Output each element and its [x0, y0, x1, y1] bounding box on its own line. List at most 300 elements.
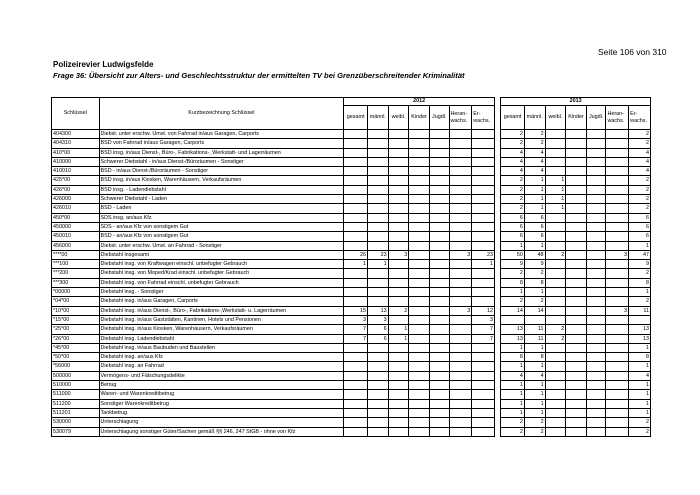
cell-2012 — [368, 185, 389, 194]
cell-2012: 1 — [388, 325, 409, 334]
cell-2013 — [606, 195, 629, 204]
cell-2012 — [429, 343, 449, 352]
row-description: Diebstahl insg. in/aus Gaststätten, Kantinen, Hotels und Pensionen — [99, 315, 344, 324]
table-row — [52, 185, 651, 194]
cell-2012 — [429, 195, 449, 204]
cell-2012 — [344, 222, 368, 231]
cell-2012 — [344, 353, 368, 362]
cell-2012: 1 — [388, 334, 409, 343]
cell-2013 — [545, 315, 566, 324]
cell-2012 — [344, 185, 368, 194]
cell-2013: 6 — [524, 213, 545, 222]
cell-2013 — [606, 418, 629, 427]
cell-2013: 2 — [629, 130, 651, 139]
subheader-y2012-3: Kinder — [409, 106, 430, 130]
cell-2012 — [368, 157, 389, 166]
cell-2012 — [472, 381, 495, 390]
row-key: *00000 — [52, 288, 100, 297]
subheader-y2013-2: weibl. — [545, 106, 566, 130]
cell-2013: 8 — [501, 278, 525, 287]
cell-2012 — [344, 241, 368, 250]
cell-2012 — [344, 362, 368, 371]
cell-2013 — [566, 176, 587, 185]
row-key: ***300 — [52, 278, 100, 287]
cell-2012 — [388, 167, 409, 176]
row-description: SDS - an/aus Kfz von sonstigem Gut — [99, 222, 344, 231]
cell-2012 — [429, 297, 449, 306]
cell-2013 — [545, 288, 566, 297]
cell-2013 — [586, 427, 606, 436]
cell-2013: 8 — [629, 353, 651, 362]
cell-2012 — [472, 241, 495, 250]
cell-2012 — [449, 418, 472, 427]
cell-2012 — [344, 167, 368, 176]
cell-2012 — [472, 297, 495, 306]
cell-2012 — [429, 427, 449, 436]
cell-2012: 13 — [368, 306, 389, 315]
cell-2013: 1 — [501, 241, 525, 250]
cell-2012 — [472, 213, 495, 222]
row-description: Diebstahl insg. an/aus Kfz — [99, 353, 344, 362]
cell-2012 — [429, 381, 449, 390]
row-key: 500000 — [52, 371, 100, 380]
cell-2013 — [586, 315, 606, 324]
cell-2012 — [409, 325, 430, 334]
cell-2013 — [545, 408, 566, 417]
cell-2013 — [606, 260, 629, 269]
organization-heading: Polizeirevier Ludwigsfelde — [53, 60, 154, 69]
cell-2013: 4 — [629, 157, 651, 166]
table-row — [52, 241, 651, 250]
cell-2013: 1 — [629, 390, 651, 399]
cell-2012: 7 — [344, 325, 368, 334]
cell-2013 — [545, 148, 566, 157]
cell-2012 — [429, 362, 449, 371]
cell-2012 — [344, 288, 368, 297]
cell-2013 — [566, 297, 587, 306]
cell-2013 — [606, 390, 629, 399]
cell-2012 — [344, 390, 368, 399]
row-description: Unterschlagung — [99, 418, 344, 427]
cell-2012 — [344, 408, 368, 417]
cell-2012: 7 — [472, 325, 495, 334]
cell-2012 — [429, 371, 449, 380]
cell-2012 — [409, 427, 430, 436]
row-description: BSD insg. - Ladendiebstahl — [99, 185, 344, 194]
row-key: *50*00 — [52, 353, 100, 362]
cell-2013: 1 — [501, 362, 525, 371]
table-row — [52, 362, 651, 371]
cell-2013: 6 — [501, 213, 525, 222]
cell-2013: 2 — [501, 139, 525, 148]
cell-2012: 3 — [449, 306, 472, 315]
cell-2012 — [388, 148, 409, 157]
cell-2012 — [344, 157, 368, 166]
cell-2013: 4 — [629, 371, 651, 380]
cell-2012 — [368, 139, 389, 148]
row-description: BSD von Fahrrad in/aus Garagen, Carports — [99, 139, 344, 148]
table-row — [52, 315, 651, 324]
cell-2013 — [606, 371, 629, 380]
row-key: *15*00 — [52, 315, 100, 324]
cell-2013: 2 — [524, 139, 545, 148]
cell-2013 — [545, 232, 566, 241]
cell-2013: 2 — [524, 418, 545, 427]
cell-2013 — [586, 260, 606, 269]
cell-2013 — [566, 362, 587, 371]
cell-2013: 2 — [524, 269, 545, 278]
cell-2012 — [409, 278, 430, 287]
row-key: 530000 — [52, 418, 100, 427]
cell-2013 — [566, 343, 587, 352]
cell-2012 — [409, 315, 430, 324]
cell-2012 — [368, 427, 389, 436]
cell-2012 — [368, 167, 389, 176]
cell-2012 — [388, 315, 409, 324]
cell-2012 — [388, 381, 409, 390]
cell-2012 — [429, 408, 449, 417]
row-description: Diebstahl insg. von Fahrrad einschl. unbefugter Gebrauch — [99, 278, 344, 287]
subheader-y2013-4: Jugdl. — [586, 106, 606, 130]
cell-2012 — [368, 343, 389, 352]
cell-2013: 1 — [524, 288, 545, 297]
cell-2012 — [429, 130, 449, 139]
cell-2012 — [409, 362, 430, 371]
cell-2012 — [409, 204, 430, 213]
cell-2013 — [566, 325, 587, 334]
row-key: 425*00 — [52, 176, 100, 185]
cell-2013 — [606, 130, 629, 139]
cell-2013 — [586, 362, 606, 371]
table-row — [52, 250, 651, 259]
cell-2013 — [566, 381, 587, 390]
cell-2012: 3 — [368, 315, 389, 324]
cell-2013: 2 — [629, 195, 651, 204]
cell-2013: 4 — [629, 167, 651, 176]
cell-2013: 4 — [501, 167, 525, 176]
cell-2013 — [545, 167, 566, 176]
cell-2013 — [606, 362, 629, 371]
cell-2012 — [368, 213, 389, 222]
cell-2013 — [629, 315, 651, 324]
cell-2013: 6 — [501, 232, 525, 241]
cell-2012 — [388, 408, 409, 417]
cell-2013 — [586, 381, 606, 390]
cell-2013 — [566, 399, 587, 408]
cell-2012 — [472, 288, 495, 297]
cell-2013: 1 — [524, 204, 545, 213]
row-key: *25*00 — [52, 325, 100, 334]
cell-2012 — [429, 269, 449, 278]
cell-2012 — [429, 315, 449, 324]
cell-2013 — [566, 288, 587, 297]
cell-2013 — [566, 222, 587, 231]
cell-2012 — [472, 204, 495, 213]
row-description: Diebstahl insg. von Moped/Krad einschl. unbefugter Gebrauch — [99, 269, 344, 278]
cell-2013: 4 — [524, 371, 545, 380]
cell-2013: 2 — [501, 130, 525, 139]
cell-2013: 2 — [629, 176, 651, 185]
row-description: Diebst. unter erschw. Umst. an Fahrrad - Sonstiger — [99, 241, 344, 250]
cell-2012 — [344, 371, 368, 380]
cell-2012: 6 — [368, 334, 389, 343]
subheader-y2013-5: Heran-wachs. — [606, 106, 629, 130]
cell-2012 — [344, 176, 368, 185]
cell-2012: 3 — [449, 250, 472, 259]
cell-2012: 23 — [368, 250, 389, 259]
cell-2012 — [388, 343, 409, 352]
cell-2012 — [388, 371, 409, 380]
cell-2013: 9 — [501, 260, 525, 269]
subheader-y2013-0: gesamt — [501, 106, 525, 130]
cell-2013: 1 — [629, 362, 651, 371]
cell-2013: 4 — [501, 157, 525, 166]
cell-2013 — [545, 306, 566, 315]
cell-2013 — [545, 130, 566, 139]
cell-2013: 3 — [606, 306, 629, 315]
cell-2013 — [586, 306, 606, 315]
cell-2013 — [606, 204, 629, 213]
table-row — [52, 288, 651, 297]
cell-2012 — [344, 278, 368, 287]
cell-2012 — [388, 260, 409, 269]
cell-2013 — [566, 278, 587, 287]
cell-2013: 1 — [545, 204, 566, 213]
cell-2013 — [586, 232, 606, 241]
cell-2012 — [344, 297, 368, 306]
cell-2013 — [606, 297, 629, 306]
cell-2012 — [368, 381, 389, 390]
cell-2013 — [586, 130, 606, 139]
cell-2012 — [472, 362, 495, 371]
cell-2012 — [409, 334, 430, 343]
cell-2013: 2 — [629, 297, 651, 306]
cell-2012 — [429, 185, 449, 194]
row-key: 450000 — [52, 222, 100, 231]
cell-2013 — [606, 315, 629, 324]
cell-2013 — [606, 325, 629, 334]
cell-2013: 1 — [524, 362, 545, 371]
cell-2012 — [409, 213, 430, 222]
cell-2012 — [449, 334, 472, 343]
cell-2013: 9 — [629, 260, 651, 269]
cell-2012 — [368, 278, 389, 287]
cell-2012 — [449, 371, 472, 380]
table-row — [52, 157, 651, 166]
cell-2013 — [545, 213, 566, 222]
cell-2012 — [344, 343, 368, 352]
cell-2012 — [449, 167, 472, 176]
cell-2013 — [524, 315, 545, 324]
description-column-header: Kurzbezeichnung Schlüssel — [99, 98, 344, 130]
cell-2012 — [409, 408, 430, 417]
cell-2012: 1 — [472, 260, 495, 269]
cell-2013 — [545, 371, 566, 380]
cell-2012 — [409, 381, 430, 390]
cell-2013 — [545, 222, 566, 231]
cell-2013 — [606, 278, 629, 287]
cell-2013 — [566, 241, 587, 250]
cell-2013 — [586, 176, 606, 185]
table-row — [52, 139, 651, 148]
table-row — [52, 222, 651, 231]
row-description: Diebstahl insg. an Fahrrad — [99, 362, 344, 371]
cell-2013: 14 — [501, 306, 525, 315]
cell-2012 — [344, 195, 368, 204]
cell-2012 — [409, 288, 430, 297]
row-description: Betrug — [99, 381, 344, 390]
row-description: Diebstahl insg. - Sonstiger — [99, 288, 344, 297]
cell-2013 — [566, 334, 587, 343]
row-description: Diebstahl insgesamt — [99, 250, 344, 259]
cell-2012 — [429, 418, 449, 427]
cell-2012 — [472, 399, 495, 408]
cell-2012 — [472, 167, 495, 176]
cell-2013 — [545, 269, 566, 278]
table-row — [52, 204, 651, 213]
cell-2013: 2 — [524, 130, 545, 139]
cell-2013 — [586, 288, 606, 297]
cell-2012: 12 — [472, 306, 495, 315]
cell-2012 — [344, 399, 368, 408]
cell-2012 — [472, 222, 495, 231]
cell-2012 — [388, 213, 409, 222]
table-row — [52, 371, 651, 380]
cell-2012 — [429, 176, 449, 185]
cell-2013 — [566, 185, 587, 194]
table-row — [52, 195, 651, 204]
cell-2012 — [368, 204, 389, 213]
cell-2012 — [429, 306, 449, 315]
cell-2012 — [429, 353, 449, 362]
cell-2013 — [586, 222, 606, 231]
cell-2013 — [501, 315, 525, 324]
table-row — [52, 408, 651, 417]
cell-2013 — [586, 241, 606, 250]
table-row — [52, 278, 651, 287]
cell-2013: 1 — [524, 195, 545, 204]
cell-2012 — [368, 390, 389, 399]
cell-2013: 13 — [629, 325, 651, 334]
cell-2013 — [586, 343, 606, 352]
row-key: 404300 — [52, 130, 100, 139]
cell-2012 — [449, 241, 472, 250]
cell-2013: 6 — [629, 222, 651, 231]
cell-2012 — [429, 241, 449, 250]
table-row — [52, 418, 651, 427]
cell-2013: 1 — [524, 241, 545, 250]
cell-2013: 14 — [524, 306, 545, 315]
cell-2013 — [606, 148, 629, 157]
cell-2012 — [388, 195, 409, 204]
cell-2012 — [472, 148, 495, 157]
cell-2013 — [566, 157, 587, 166]
cell-2013 — [545, 381, 566, 390]
cell-2013: 1 — [545, 176, 566, 185]
cell-2012 — [344, 130, 368, 139]
cell-2012: 7 — [472, 334, 495, 343]
cell-2012 — [409, 260, 430, 269]
cell-2013 — [606, 399, 629, 408]
cell-2013: 8 — [629, 278, 651, 287]
cell-2012 — [429, 213, 449, 222]
row-key: 450*00 — [52, 213, 100, 222]
cell-2012 — [344, 213, 368, 222]
cell-2012 — [429, 288, 449, 297]
cell-2012 — [368, 232, 389, 241]
cell-2012 — [388, 139, 409, 148]
row-key: 450010 — [52, 232, 100, 241]
cell-2013 — [545, 139, 566, 148]
table-row — [52, 399, 651, 408]
cell-2012: 6 — [368, 325, 389, 334]
cell-2013 — [586, 390, 606, 399]
cell-2012 — [409, 306, 430, 315]
row-description: Unterschlagung sonstiger Güter/Sachen gemäß §§ 246, 247 StGB - ohne von Kfz — [99, 427, 344, 436]
cell-2013 — [586, 204, 606, 213]
cell-2012 — [449, 269, 472, 278]
cell-2013: 8 — [524, 278, 545, 287]
cell-2013: 1 — [501, 390, 525, 399]
cell-2012 — [368, 418, 389, 427]
cell-2012 — [449, 288, 472, 297]
cell-2012 — [388, 418, 409, 427]
cell-2013: 1 — [629, 399, 651, 408]
cell-2012 — [472, 390, 495, 399]
cell-2012 — [449, 353, 472, 362]
cell-2012 — [409, 399, 430, 408]
cell-2013: 11 — [524, 334, 545, 343]
cell-2013: 8 — [501, 353, 525, 362]
cell-2012 — [449, 362, 472, 371]
cell-2013: 2 — [501, 176, 525, 185]
row-key: 426000 — [52, 195, 100, 204]
subheader-y2013-1: männl. — [524, 106, 545, 130]
cell-2013 — [586, 185, 606, 194]
table-row — [52, 297, 651, 306]
cell-2012 — [472, 427, 495, 436]
cell-2013: 2 — [629, 427, 651, 436]
cell-2013: 1 — [629, 408, 651, 417]
cell-2012 — [472, 195, 495, 204]
table-row — [52, 213, 651, 222]
cell-2013 — [566, 371, 587, 380]
cell-2012 — [449, 185, 472, 194]
cell-2012 — [472, 232, 495, 241]
cell-2012 — [472, 343, 495, 352]
table-row — [52, 390, 651, 399]
cell-2012 — [429, 250, 449, 259]
cell-2013: 2 — [524, 297, 545, 306]
table-row — [52, 325, 651, 334]
cell-2013 — [606, 381, 629, 390]
cell-2013: 4 — [501, 371, 525, 380]
table-row — [52, 148, 651, 157]
cell-2013 — [606, 353, 629, 362]
cell-2013: 9 — [524, 260, 545, 269]
cell-2012 — [429, 157, 449, 166]
row-description: Diebstahl insg. in/aus Garagen, Carports — [99, 297, 344, 306]
row-key: 410*00 — [52, 148, 100, 157]
subheader-y2013-6: Er-wachs. — [629, 106, 651, 130]
row-description: Diebstahl insg. von Kraftwagen einschl. unbefugter Gebrauch — [99, 260, 344, 269]
cell-2013: 2 — [629, 139, 651, 148]
cell-2012 — [409, 157, 430, 166]
cell-2012 — [344, 148, 368, 157]
cell-2012: 1 — [344, 260, 368, 269]
row-key: 530079 — [52, 427, 100, 436]
cell-2012 — [429, 334, 449, 343]
